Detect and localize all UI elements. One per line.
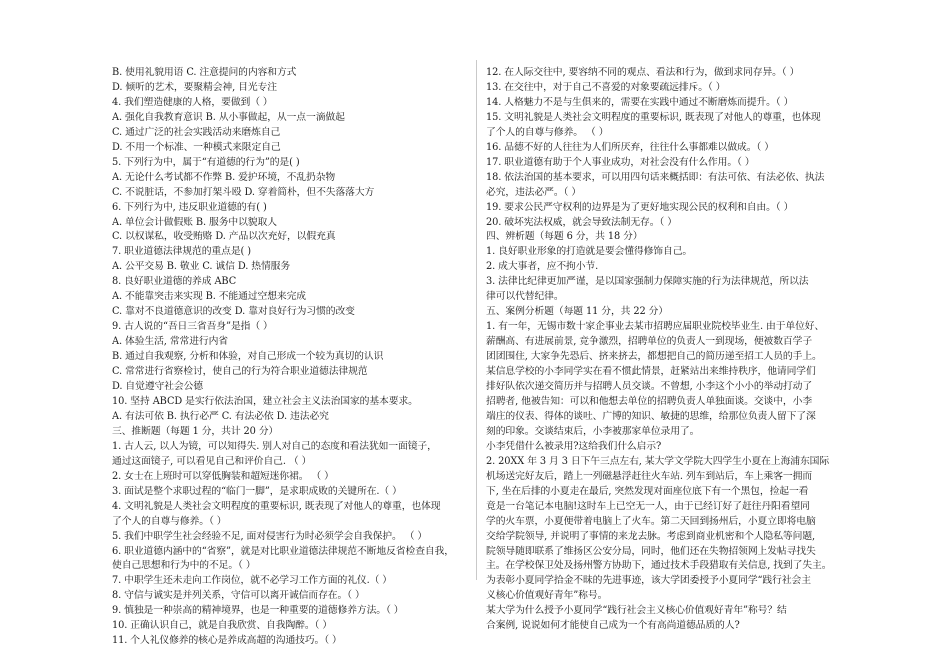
left-text-line: 8. 良好职业道德的养成 ABC (112, 276, 237, 288)
right-text-line: 14. 人格魅力不是与生俱来的，需要在实践中通过不断磨炼而提升。（ ） (486, 96, 794, 108)
left-text-line: 2. 女士在上班时可以穿低胸装和超短迷你裙。 （ ） (112, 470, 334, 482)
left-text-line: D. 倾听的艺术，要聚精会神, 目光专注 (112, 81, 277, 93)
right-text-line: 律可以代替纪律。 (486, 291, 564, 303)
left-text-line: A. 无论什么考试都不作弊 B. 爱护环境，不乱扔杂物 (112, 171, 336, 183)
left-text-line: 通过这面镜子, 可以看见自己和评价自己. （ ） (112, 455, 312, 467)
right-text-line: 竟是一台笔记本电脑!这时车上已空无一人，由于已经订好了赶往丹阳看望同 (486, 500, 810, 512)
left-column (112, 66, 470, 649)
right-text-line: 19. 要求公民严守权利的边界是为了更好地实现公民的权利和自由。（ ） (486, 201, 794, 213)
left-text-line: C. 靠对不良道德意识的改变 D. 靠对良好行为习惯的改变 (112, 306, 355, 318)
left-text-line: 10. 坚持 ABCD 是实行依法治国，建立社会主义法治国家的基本要求。 (112, 395, 418, 407)
right-text-line: 13. 在交往中，对于自己不喜爱的对象要疏远排斥。（ ） (486, 81, 726, 93)
right-text-line: 下, 坐在后排的小夏走在最后, 突然发现对面座位底下有一个黑包，捡起一看 (486, 485, 809, 497)
right-text-line: 薪酬高、有进展前景, 竞争激烈，招聘单位的负责人一到现场，便被数百学子 (486, 336, 813, 348)
left-text-line: A. 单位会计做假账 B. 服务中以貌取人 (112, 216, 277, 228)
right-text-line: 1. 良好职业形象的打造就是要会懂得修饰自己。 (486, 246, 693, 258)
right-text-line: 12. 在人际交往中, 要容纳不同的观点、看法和行为，做到求同存异。（ ） (486, 67, 800, 78)
left-text-line: C. 不说脏话，不参加打架斗殴 D. 穿着简朴，但不失落落大方 (112, 186, 375, 198)
right-text-line: 主。在学校保卫处及扬州警方协助下，通过技术手段猎取有关信息, 找到了失主。 (486, 560, 832, 572)
left-text-line: 5. 我们中职学生社会经验不足, 面对侵害行为时必须学会自我保护。 （ ） (112, 530, 428, 542)
right-text-line: 必究，违法必严。（ ） (486, 186, 582, 198)
left-text-line: 7. 中职学生还未走向工作岗位，就不必学习工作方面的礼仪.（ ） (112, 575, 393, 587)
left-text-line: A. 有法可依 B. 执行必严 C. 有法必依 D. 违法必究 (112, 410, 329, 422)
left-text-line: 4. 文明礼貌是人类社会文明程度的重要标识, 既表现了对他人的尊重，也体现 (112, 500, 441, 512)
left-text-line: A. 公平交易 B. 敬业 C. 诚信 D. 热情服务 (112, 261, 291, 273)
right-text-line: 18. 依法治国的基本要求，可以用四句话来概括即：有法可依、有法必依、执法 (486, 171, 825, 183)
right-text-line: 16. 品德不好的人往往为人们所厌弃，往往什么事都难以做成。（ ） (486, 141, 774, 153)
left-text-line: 三、推断题（每题 1 分，共计 20 分） (112, 425, 279, 437)
left-text-line: 使自己思想和行为中的不足。（ ） (112, 560, 256, 572)
right-text-line: 20. 破坏宪法权威，就会导致法制无存。（ ） (486, 216, 677, 228)
right-text-line: 招聘者, 他被告知：可以和他想去单位的招聘负责人单独面谈。交谈中，小李 (486, 395, 813, 407)
right-text-line: 15. 文明礼貌是人类社会文明程度的重要标识, 既表现了对他人的尊重，也体现 (486, 111, 821, 123)
left-text-line: D. 自觉遵守社会公德 (112, 381, 204, 393)
right-text-line: 学的火车票，小夏便带着电脑上了火车。第二天回到扬州后，小夏立即将电脑 (486, 515, 816, 527)
right-text-line: 合案例, 说说如何才能使自己成为一个有高尚道德品质的人? (486, 620, 740, 632)
right-text-line: 五、案例分析题（每题 11 分，共 22 分） (486, 306, 669, 318)
left-text-line: C. 常常进行省察检讨，使自己的行为符合职业道德法律规范 (112, 366, 368, 378)
left-text-line: 7. 职业道德法律规范的重点是( ) (112, 246, 251, 258)
right-text-line: 义核心价值观好青年”称号。 (486, 590, 608, 602)
left-text-line: C. 通过广泛的社会实践活动来磨炼自己 (112, 126, 281, 138)
left-text-line: 11. 个人礼仪修养的核心是养成高超的沟通技巧。（ ） (112, 635, 342, 647)
right-text-line: 3. 法律比纪律更加严谨，是以国家强制力保障实施的行为法律规范，所以法 (486, 276, 809, 288)
left-text-line: 1. 古人云, 以人为镜，可以知得失. 别人对自己的态度和看法犹如一面镜子， (112, 440, 437, 452)
right-text-line: 四、辨析题（每题 6 分，共 18 分） (486, 231, 643, 243)
left-text-line: B. 使用礼貌用语 C. 注意提问的内容和方式 (112, 67, 297, 78)
right-text-line: 2. 20XX 年 3 月 3 日下午三点左右, 某大学文学院大四学生小夏在上海浦东国际 (486, 455, 830, 467)
left-text-line: 10. 正确认识自己，就是自我欣赏、自我陶醉。（ ） (112, 620, 333, 632)
left-text-line: 8. 守信与诚实是并列关系，守信可以离开诚信而存在。（ ） (112, 590, 365, 602)
left-text-line: 6. 下列行为中, 违反职业道德的有( ) (112, 201, 267, 213)
left-text-line: 9. 古人说的“吾日三省吾身”是指（ ） (112, 321, 273, 333)
right-text-line: 刻的印象。交谈结束后，小李被那家单位录用了。 (486, 425, 700, 437)
right-text-line: 某信息学校的小李同学实在看不惯此情景，赶紧站出来维持秩序，他请同学们 (486, 366, 816, 378)
left-text-line: 6. 职业道德内涵中的“省察”，就是对比职业道德法律规范不断地反省检查自我， (112, 545, 454, 557)
column-divider (476, 60, 477, 580)
left-text-line: 5. 下列行为中，属于“有道德的行为”的是( ) (112, 156, 300, 168)
right-column (486, 66, 852, 634)
right-text-line: 机场送完好友后，踏上一列磁悬浮赶往火车站. 列车到站后，车上乘客一拥而 (486, 470, 813, 482)
right-text-line: 团团围住, 大家争先恐后、挤来挤去，都想把自己的简历递至招工人员的手上。 (486, 351, 822, 363)
right-text-line: 某大学为什么授予小夏同学“践行社会主义核心价值观好青年”称号？结 (486, 605, 787, 617)
right-text-line: 交给学院领导, 并说明了事情的来龙去脉。考虑到商业机密和个人隐私等问题, (486, 530, 816, 542)
right-text-line: 了个人的自尊与修养。 （ ） (486, 126, 609, 138)
right-text-line: 17. 职业道德有助于个人事业成功，对社会没有什么作用。（ ） (486, 156, 755, 168)
left-text-line: 4. 我们塑造健康的人格，要做到（ ） (112, 96, 273, 108)
left-text-line: A. 不能靠突击来实现 B. 不能通过空想来完成 (112, 291, 306, 303)
left-text-line: 9. 慎独是一种崇高的精神境界，也是一种重要的道德修养方法。（ ） (112, 605, 404, 617)
right-text-line: 院领导随即联系了维扬区公安分局，同时，他们还在失物招领网上发帖寻找失 (486, 545, 816, 557)
left-text-line: A. 体验生活, 常常进行内省 (112, 336, 229, 348)
left-text-line: A. 强化自我教育意识 B. 从小事做起，从一点一滴做起 (112, 111, 345, 123)
right-text-line: 2. 成大事者，应不拘小节. (486, 261, 599, 273)
left-text-line: 了个人的自尊与修养。（ ） (112, 515, 227, 527)
left-text-line: 3. 面试是整个求职过程的“临门一脚”，是求职成败的关键所在.（ ） (112, 485, 402, 497)
right-text-line: 小李凭借什么被录用?这给我们什么启示? (486, 440, 662, 452)
left-text-line: C. 以权谋私，收受贿赂 D. 产品以次充好，以假充真 (112, 231, 336, 243)
right-text-line: 端庄的仪表、得体的谈吐、广博的知识、敏捷的思维，给那位负责人留下了深 (486, 410, 816, 422)
right-text-line: 1. 有一年，无锡市数十家企事业去某市招聘应届职业院校毕业生. 由于单位好、 (486, 321, 825, 333)
right-text-line: 为表彰小夏同学拾金不昧的先进事迹，该大学团委授予小夏同学“践行社会主 (486, 575, 811, 587)
left-text-line: D. 不用一个标准、一种模式来限定自己 (112, 141, 281, 153)
right-text-line: 排好队依次递交简历并与招聘人员交谈。不曾想, 小李这个小小的举动打动了 (486, 381, 813, 393)
left-text-line: B. 通过自我观察, 分析和体验，对自己形成一个较为真切的认识 (112, 351, 384, 363)
